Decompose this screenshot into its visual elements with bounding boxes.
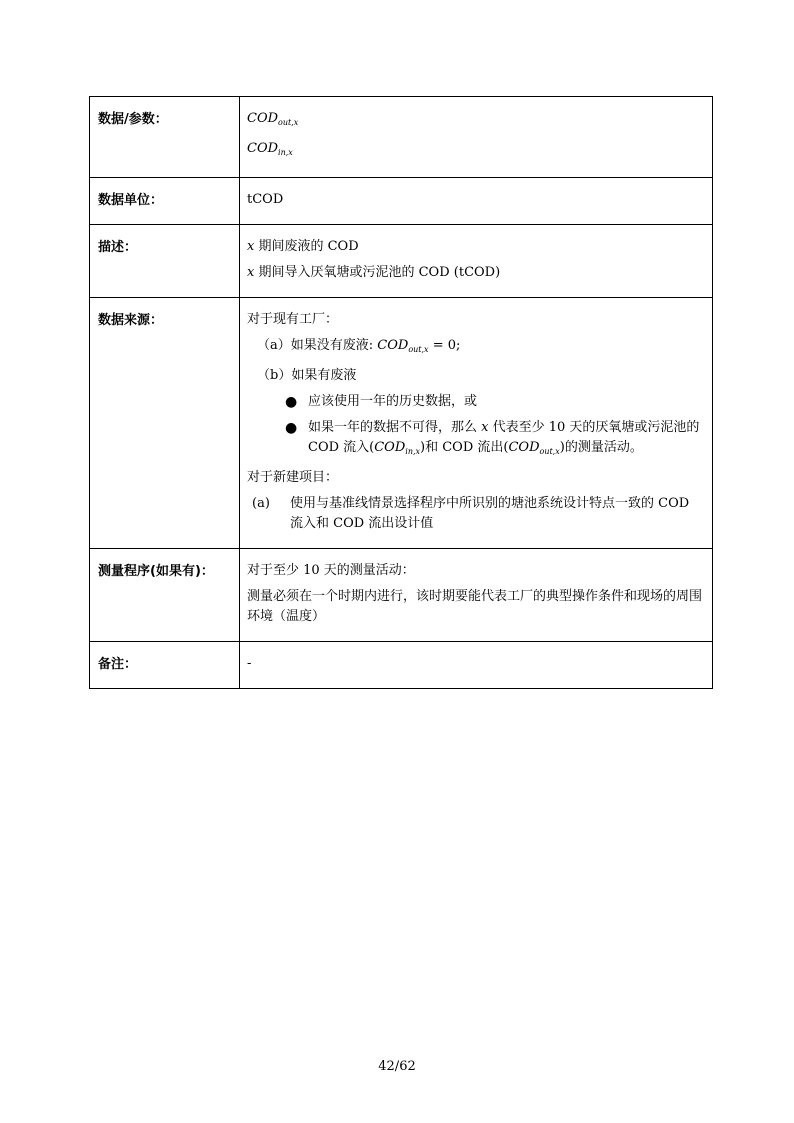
bullet-icon: ● — [285, 420, 298, 436]
row-remarks — [90, 642, 713, 689]
row-measurement — [90, 549, 713, 642]
item-b: （b）如果有废液 — [257, 368, 357, 383]
parameter-table — [89, 96, 713, 689]
item-a: （a）如果没有废液: $COD_{out,x} = 0$; — [257, 338, 461, 354]
label-data-parameter: 数据/参数： — [90, 97, 240, 178]
measurement-line-1: 对于至少 10 天的测量活动： — [247, 563, 415, 578]
row-data-parameter — [90, 97, 713, 178]
value-data-parameter — [240, 97, 713, 178]
unit-text: tCOD — [247, 192, 284, 207]
row-data-source — [90, 298, 713, 549]
row-data-unit — [90, 178, 713, 225]
page-number: 42/62 — [378, 1059, 416, 1074]
existing-plant-heading: 对于现有工厂： — [247, 312, 339, 327]
new-project-item-a: (a) 使用与基准线情景选择程序中所识别的塘池系统设计特点一致的 COD 流入和 COD 流出设计值 — [252, 496, 690, 531]
row-description — [90, 225, 713, 298]
measurement-line-2: 测量必须在一个时期内进行，该时期要能代表工厂的典型操作条件和现场的周围环境（温度） — [247, 589, 703, 624]
bullet-icon: ● — [285, 394, 298, 410]
description-line-1: x 期间废液的 COD — [247, 239, 359, 254]
label-description: 描述： — [90, 225, 240, 298]
value-data-unit — [240, 178, 713, 225]
value-data-source — [240, 298, 713, 549]
value-measurement — [240, 549, 713, 642]
parameter-cod-out: $COD_{out,x}$ — [247, 111, 299, 127]
label-data-unit: 数据单位： — [90, 178, 240, 225]
value-description — [240, 225, 713, 298]
bullet-item-1: ● 应该使用一年的历史数据，或 — [247, 392, 704, 412]
value-remarks — [240, 642, 713, 689]
new-project-heading: 对于新建项目： — [247, 470, 339, 485]
parameter-cod-in: $COD_{in,x}$ — [247, 141, 293, 157]
label-data-source: 数据来源： — [90, 298, 240, 549]
bullet-item-2: ● 如果一年的数据不可得，那么 x 代表至少 10 天的厌氧塘或污泥池的 COD 流入$(COD_{in,x})$和 COD 流出$(COD_{out,x})$的测量活动。 — [247, 418, 704, 462]
remarks-text: - — [247, 656, 252, 671]
label-remarks: 备注： — [90, 642, 240, 689]
description-line-2: x 期间导入厌氧塘或污泥池的 COD (tCOD) — [247, 265, 501, 280]
label-measurement: 测量程序(如果有)： — [90, 549, 240, 642]
